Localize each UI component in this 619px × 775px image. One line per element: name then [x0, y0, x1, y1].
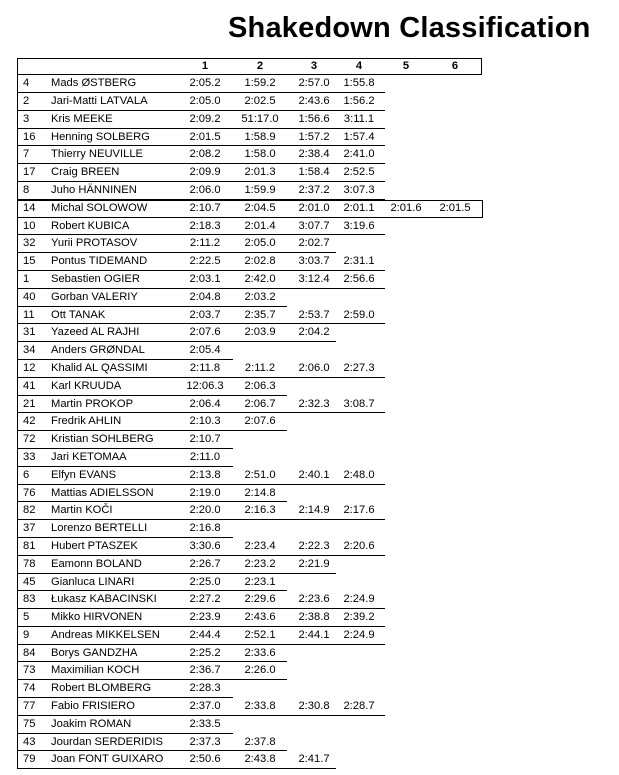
car-number: 5 — [23, 611, 30, 624]
car-number: 12 — [23, 361, 36, 374]
row-left-border — [17, 324, 18, 342]
run-time-2: 2:03.2 — [244, 290, 276, 303]
table-row — [17, 431, 482, 449]
driver-name: Craig BREEN — [51, 166, 120, 179]
driver-name: Hubert PTASZEK — [51, 539, 138, 552]
run-time-2: 2:14.8 — [244, 486, 276, 499]
run-time-1: 2:25.2 — [189, 646, 221, 659]
column-header-1: 1 — [201, 60, 209, 72]
table-header — [17, 58, 482, 75]
run-time-1: 2:08.2 — [189, 148, 221, 161]
row-left-border — [17, 502, 18, 520]
driver-name: Elfyn EVANS — [51, 468, 117, 481]
run-time-2: 2:01.3 — [244, 166, 276, 179]
row-left-border — [17, 342, 18, 360]
table-row — [17, 680, 482, 698]
run-time-2: 1:59.2 — [244, 77, 276, 90]
run-time-1: 2:23.9 — [189, 611, 221, 624]
column-header-4: 4 — [355, 60, 363, 72]
run-time-2: 1:58.0 — [244, 148, 276, 161]
run-time-4: 2:41.0 — [343, 148, 375, 161]
row-left-border — [17, 609, 18, 627]
column-header-2: 2 — [256, 60, 264, 72]
run-time-4: 1:57.4 — [343, 130, 375, 143]
run-time-2: 2:02.5 — [244, 94, 276, 107]
run-time-4: 2:24.9 — [343, 593, 375, 606]
table-body — [17, 75, 482, 769]
car-number: 73 — [23, 664, 36, 677]
row-left-border — [17, 378, 18, 396]
table-row — [17, 609, 482, 627]
row-left-border — [17, 200, 18, 218]
run-time-4: 1:55.8 — [343, 77, 375, 90]
table-row — [17, 307, 482, 325]
car-number: 10 — [23, 219, 36, 232]
run-time-1: 2:04.8 — [189, 290, 221, 303]
run-time-3: 2:04.2 — [298, 326, 330, 339]
car-number: 4 — [23, 77, 30, 90]
car-number: 40 — [23, 290, 36, 303]
row-left-border — [17, 467, 18, 485]
run-time-3: 2:40.1 — [298, 468, 330, 481]
car-number: 8 — [23, 183, 30, 196]
run-time-3: 1:56.6 — [298, 112, 330, 125]
car-number: 78 — [23, 557, 36, 570]
run-time-3: 2:38.8 — [298, 611, 330, 624]
page-title: Shakedown Classification — [228, 12, 591, 44]
row-left-border — [17, 645, 18, 663]
run-time-1: 2:10.3 — [189, 415, 221, 428]
table-row — [17, 734, 482, 752]
driver-name: Robert BLOMBERG — [51, 682, 152, 695]
column-header-3: 3 — [310, 60, 318, 72]
row-left-border — [17, 93, 18, 111]
run-time-2: 1:59.9 — [244, 183, 276, 196]
column-header-6: 6 — [451, 60, 459, 72]
row-left-border — [17, 431, 18, 449]
table-row — [17, 413, 482, 431]
driver-name: Michal SOLOWOW — [51, 201, 148, 214]
table-row — [17, 271, 482, 289]
run-time-1: 2:36.7 — [189, 664, 221, 677]
run-time-1: 2:05.2 — [189, 77, 221, 90]
driver-name: Yazeed AL RAJHI — [51, 326, 140, 339]
driver-name: Kristian SOHLBERG — [51, 433, 154, 446]
run-time-1: 2:20.0 — [189, 504, 221, 517]
car-number: 45 — [23, 575, 36, 588]
run-time-1: 2:27.2 — [189, 593, 221, 606]
run-time-1: 2:16.8 — [189, 522, 221, 535]
run-time-1: 2:06.0 — [189, 183, 221, 196]
table-row — [17, 502, 482, 520]
run-time-4: 2:27.3 — [343, 361, 375, 374]
run-time-2: 2:43.6 — [244, 611, 276, 624]
car-number: 34 — [23, 344, 36, 357]
run-time-3: 3:07.7 — [298, 219, 330, 232]
classification-table — [17, 58, 482, 769]
run-time-1: 2:11.0 — [189, 450, 221, 463]
run-time-2: 2:23.4 — [244, 539, 276, 552]
run-time-3: 1:58.4 — [298, 166, 330, 179]
car-number: 79 — [23, 753, 36, 766]
run-time-2: 51:17.0 — [241, 112, 279, 125]
car-number: 21 — [23, 397, 36, 410]
run-time-1: 2:37.3 — [189, 735, 221, 748]
table-row — [17, 93, 482, 111]
run-time-3: 2:37.2 — [298, 183, 330, 196]
run-time-3: 2:38.4 — [298, 148, 330, 161]
run-time-3: 2:53.7 — [298, 308, 330, 321]
driver-name: Andreas MIKKELSEN — [51, 628, 160, 641]
run-time-2: 2:23.1 — [244, 575, 276, 588]
run-time-3: 2:02.7 — [298, 237, 330, 250]
car-number: 11 — [23, 308, 35, 321]
driver-name: Jari KETOMAA — [51, 450, 127, 463]
table-row — [17, 591, 482, 609]
car-number: 14 — [23, 201, 36, 214]
run-time-2: 2:03.9 — [244, 326, 276, 339]
table-row — [17, 449, 482, 467]
driver-name: Martin PROKOP — [51, 397, 134, 410]
row-left-border — [17, 146, 18, 164]
table-row — [17, 235, 482, 253]
driver-name: Mattias ADIELSSON — [51, 486, 154, 499]
car-number: 1 — [23, 272, 30, 285]
run-time-3: 3:12.4 — [298, 272, 330, 285]
table-row — [17, 467, 482, 485]
table-row — [17, 164, 482, 182]
run-time-4: 3:11.1 — [343, 112, 375, 125]
driver-name: Jourdan SERDERIDIS — [51, 735, 163, 748]
table-row — [17, 574, 482, 592]
row-left-border — [17, 129, 18, 147]
row-left-border — [17, 182, 18, 200]
car-number: 42 — [23, 415, 36, 428]
run-time-2: 2:01.4 — [244, 219, 276, 232]
car-number: 32 — [23, 237, 36, 250]
run-time-1: 2:05.0 — [189, 94, 221, 107]
run-time-3: 2:30.8 — [298, 700, 330, 713]
driver-name: Joakim ROMAN — [51, 717, 132, 730]
row-left-border — [17, 591, 18, 609]
run-time-4: 2:24.9 — [343, 628, 375, 641]
driver-name: Henning SOLBERG — [51, 130, 150, 143]
row-left-border — [17, 75, 18, 93]
driver-name: Thierry NEUVILLE — [51, 148, 144, 161]
car-number: 9 — [23, 628, 30, 641]
car-number: 33 — [23, 450, 36, 463]
run-time-2: 2:37.8 — [244, 735, 276, 748]
run-time-4: 2:39.2 — [343, 611, 375, 624]
run-time-4: 2:31.1 — [343, 255, 375, 268]
car-number: 37 — [23, 522, 36, 535]
table-row — [17, 751, 482, 769]
run-time-6: 2:01.5 — [439, 201, 471, 214]
car-number: 84 — [23, 646, 36, 659]
driver-name: Łukasz KABACINSKI — [51, 593, 157, 606]
run-time-1: 2:19.0 — [189, 486, 221, 499]
run-time-2: 2:04.5 — [244, 201, 276, 214]
table-row — [17, 627, 482, 645]
run-time-2: 2:11.2 — [244, 361, 276, 374]
run-time-1: 2:03.7 — [189, 308, 221, 321]
column-header-5: 5 — [402, 60, 410, 72]
header-left-border — [17, 58, 18, 75]
run-time-1: 2:33.5 — [189, 717, 221, 730]
row-left-border — [17, 164, 18, 182]
run-time-2: 1:58.9 — [244, 130, 276, 143]
row-left-border — [17, 271, 18, 289]
driver-name: Gorban VALERIY — [51, 290, 138, 303]
table-row — [17, 378, 482, 396]
run-time-1: 2:44.4 — [189, 628, 221, 641]
table-row — [17, 218, 482, 236]
run-time-4: 2:28.7 — [343, 700, 375, 713]
run-time-2: 2:33.6 — [244, 646, 276, 659]
run-time-3: 2:14.9 — [298, 504, 330, 517]
table-row — [17, 716, 482, 734]
table-row — [17, 146, 482, 164]
table-row — [17, 556, 482, 574]
run-time-4: 2:17.6 — [343, 504, 375, 517]
run-time-1: 12:06.3 — [186, 379, 224, 392]
run-time-1: 2:28.3 — [189, 682, 221, 695]
run-time-1: 2:01.5 — [189, 130, 221, 143]
run-time-4: 1:56.2 — [343, 94, 375, 107]
run-time-4: 2:52.5 — [343, 166, 375, 179]
run-time-3: 2:57.0 — [298, 77, 330, 90]
run-time-1: 2:13.8 — [189, 468, 221, 481]
row-right-border — [482, 200, 483, 218]
row-left-border — [17, 627, 18, 645]
row-left-border — [17, 698, 18, 716]
row-left-border — [17, 449, 18, 467]
table-row — [17, 342, 482, 360]
row-left-border — [17, 253, 18, 271]
table-row — [17, 324, 482, 342]
driver-name: Lorenzo BERTELLI — [51, 522, 148, 535]
car-number: 77 — [23, 700, 36, 713]
table-row — [17, 538, 482, 556]
row-left-border — [17, 218, 18, 236]
row-left-border — [17, 538, 18, 556]
car-number: 6 — [23, 468, 30, 481]
driver-name: Jari-Matti LATVALA — [51, 94, 148, 107]
run-time-4: 2:56.6 — [343, 272, 375, 285]
table-row — [17, 253, 482, 271]
run-time-2: 2:07.6 — [244, 415, 276, 428]
table-row — [17, 396, 482, 414]
car-number: 15 — [23, 255, 36, 268]
car-number: 31 — [23, 326, 36, 339]
table-row — [17, 129, 482, 147]
run-time-1: 2:03.1 — [189, 272, 221, 285]
car-number: 17 — [23, 166, 36, 179]
run-time-3: 2:01.0 — [298, 201, 330, 214]
run-time-3: 2:22.3 — [298, 539, 330, 552]
driver-name: Fabio FRISIERO — [51, 700, 135, 713]
driver-name: Sebastien OGIER — [51, 272, 140, 285]
run-time-3: 1:57.2 — [298, 130, 330, 143]
run-time-1: 2:09.2 — [189, 112, 221, 125]
run-time-2: 2:02.8 — [244, 255, 276, 268]
run-time-1: 2:10.7 — [189, 201, 221, 214]
run-time-1: 2:50.6 — [189, 753, 221, 766]
table-row — [17, 75, 482, 93]
run-time-2: 2:06.3 — [244, 379, 276, 392]
run-time-1: 2:11.2 — [189, 237, 221, 250]
run-time-2: 2:35.7 — [244, 308, 276, 321]
run-time-2: 2:06.7 — [244, 397, 276, 410]
row-left-border — [17, 662, 18, 680]
run-time-4: 2:20.6 — [343, 539, 375, 552]
car-number: 74 — [23, 682, 36, 695]
run-time-1: 2:11.8 — [189, 361, 221, 374]
driver-name: Karl KRUUDA — [51, 379, 122, 392]
run-time-1: 2:10.7 — [189, 433, 221, 446]
table-row — [17, 520, 482, 538]
driver-name: Juho HÄNNINEN — [51, 183, 137, 196]
table-row — [17, 111, 482, 129]
run-time-3: 3:03.7 — [298, 255, 330, 268]
run-time-2: 2:42.0 — [244, 272, 276, 285]
car-number: 7 — [23, 148, 30, 161]
run-time-1: 2:26.7 — [189, 557, 221, 570]
run-time-5: 2:01.6 — [390, 201, 422, 214]
run-time-3: 2:23.6 — [298, 593, 330, 606]
driver-name: Joan FONT GUIXARO — [51, 753, 164, 766]
car-number: 16 — [23, 130, 36, 143]
car-number: 43 — [23, 735, 36, 748]
run-time-1: 2:22.5 — [189, 255, 221, 268]
row-left-border — [17, 520, 18, 538]
run-time-3: 2:06.0 — [298, 361, 330, 374]
run-time-3: 2:21.9 — [298, 557, 330, 570]
run-time-2: 2:43.8 — [244, 753, 276, 766]
run-time-1: 2:06.4 — [189, 397, 221, 410]
row-left-border — [17, 485, 18, 503]
row-left-border — [17, 235, 18, 253]
run-time-1: 3:30.6 — [189, 539, 221, 552]
driver-name: Mikko HIRVONEN — [51, 611, 143, 624]
run-time-1: 2:37.0 — [189, 700, 221, 713]
run-time-2: 2:16.3 — [244, 504, 276, 517]
car-number: 2 — [23, 94, 30, 107]
table-row — [17, 662, 482, 680]
row-left-border — [17, 360, 18, 378]
row-left-border — [17, 413, 18, 431]
run-time-4: 2:48.0 — [343, 468, 375, 481]
run-time-1: 2:18.3 — [189, 219, 221, 232]
row-left-border — [17, 680, 18, 698]
row-left-border — [17, 716, 18, 734]
row-left-border — [17, 556, 18, 574]
table-row — [17, 698, 482, 716]
driver-name: Robert KUBICA — [51, 219, 130, 232]
run-time-1: 2:07.6 — [189, 326, 221, 339]
driver-name: Borys GANDZHA — [51, 646, 138, 659]
driver-name: Anders GRØNDAL — [51, 344, 145, 357]
table-row — [17, 485, 482, 503]
run-time-1: 2:09.9 — [189, 166, 221, 179]
row-left-border — [17, 289, 18, 307]
table-row — [17, 645, 482, 663]
car-number: 72 — [23, 433, 36, 446]
driver-name: Gianluca LINARI — [51, 575, 135, 588]
driver-name: Mads ØSTBERG — [51, 77, 137, 90]
car-number: 3 — [23, 112, 30, 125]
row-left-border — [17, 111, 18, 129]
run-time-4: 2:01.1 — [343, 201, 375, 214]
driver-name: Khalid AL QASSIMI — [51, 361, 148, 374]
row-left-border — [17, 574, 18, 592]
run-time-2: 2:33.8 — [244, 700, 276, 713]
table-row — [17, 182, 482, 200]
run-time-4: 3:07.3 — [343, 183, 375, 196]
driver-name: Eamonn BOLAND — [51, 557, 142, 570]
run-time-2: 2:05.0 — [244, 237, 276, 250]
driver-name: Martin KOČI — [51, 504, 113, 517]
car-number: 82 — [23, 504, 36, 517]
run-time-3: 2:32.3 — [298, 397, 330, 410]
driver-name: Maximilian KOCH — [51, 664, 140, 677]
run-time-2: 2:29.6 — [244, 593, 276, 606]
run-time-1: 2:05.4 — [189, 344, 221, 357]
run-time-4: 2:59.0 — [343, 308, 375, 321]
run-time-2: 2:51.0 — [244, 468, 276, 481]
run-time-2: 2:52.1 — [244, 628, 276, 641]
run-time-3: 2:43.6 — [298, 94, 330, 107]
run-time-4: 3:08.7 — [343, 397, 375, 410]
run-time-3: 2:44.1 — [298, 628, 330, 641]
car-number: 76 — [23, 486, 36, 499]
driver-name: Fredrik AHLIN — [51, 415, 122, 428]
driver-name: Kris MEEKE — [51, 112, 113, 125]
run-time-1: 2:25.0 — [189, 575, 221, 588]
row-left-border — [17, 734, 18, 752]
driver-name: Ott TANAK — [51, 308, 106, 321]
car-number: 41 — [23, 379, 36, 392]
table-row — [17, 360, 482, 378]
run-time-2: 2:26.0 — [244, 664, 276, 677]
car-number: 75 — [23, 717, 36, 730]
run-time-3: 2:41.7 — [298, 753, 330, 766]
table-row — [17, 200, 482, 218]
car-number: 81 — [23, 539, 36, 552]
run-time-4: 3:19.6 — [343, 219, 375, 232]
driver-name: Yurii PROTASOV — [51, 237, 138, 250]
run-time-2: 2:23.2 — [244, 557, 276, 570]
driver-name: Pontus TIDEMAND — [51, 255, 148, 268]
row-left-border — [17, 307, 18, 325]
table-row — [17, 289, 482, 307]
row-left-border — [17, 751, 18, 769]
row-left-border — [17, 396, 18, 414]
car-number: 83 — [23, 593, 36, 606]
